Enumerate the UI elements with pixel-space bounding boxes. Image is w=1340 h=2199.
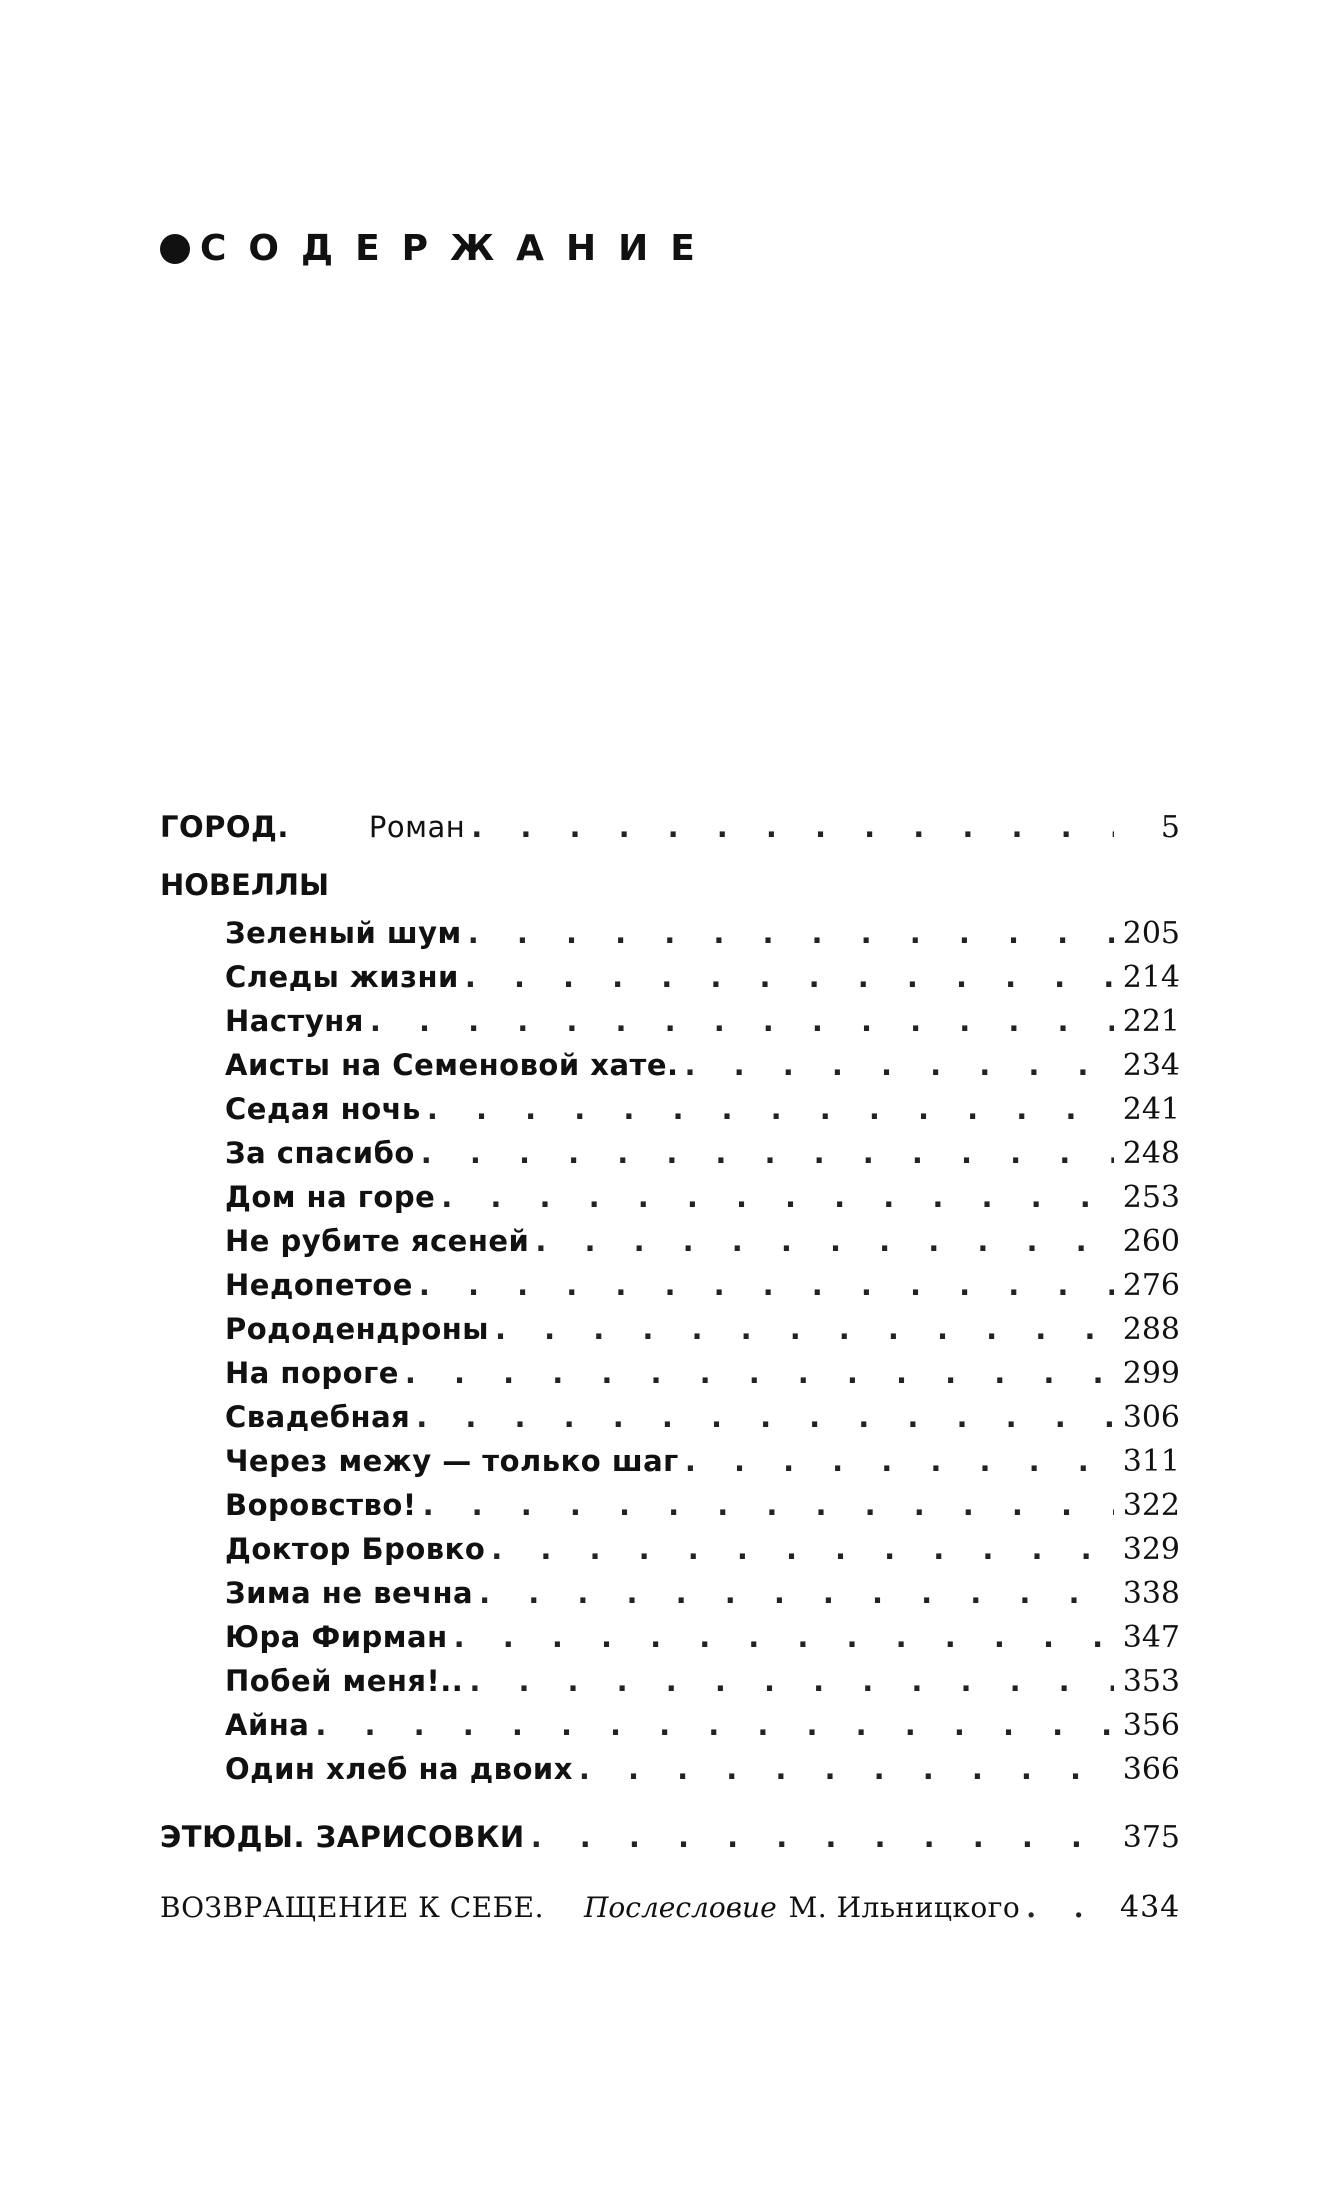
toc-entry[interactable] [225,916,1180,960]
page-number: 353 [1122,1664,1180,1699]
toc-entry[interactable] [225,1092,1180,1136]
page-number: 375 [1122,1820,1180,1855]
page-number: 434 [1120,1890,1181,1925]
leader-dots [685,1444,1114,1478]
page-number: 366 [1122,1752,1180,1787]
toc-entry[interactable] [225,1532,1180,1576]
novellas-list [160,916,1180,1796]
leader-dots [469,1664,1114,1698]
toc-entry[interactable] [225,1708,1180,1752]
page-number: 329 [1122,1532,1180,1567]
leader-dots [468,916,1114,950]
toc-entry[interactable] [225,960,1180,1004]
entry-title: Настуня [225,1004,364,1038]
entry-title: ЭТЮДЫ. ЗАРИСОВКИ [160,1820,525,1854]
toc-entry-etudes[interactable] [160,1820,1180,1864]
toc-entry[interactable] [225,1048,1180,1092]
toc-entry[interactable] [225,1752,1180,1796]
toc-entry[interactable] [225,1136,1180,1180]
leader-dots [579,1752,1114,1786]
entry-author: М. Ильницкого [788,1891,1021,1924]
page-number: 221 [1122,1004,1180,1039]
page-number: 214 [1122,960,1180,995]
toc-entry-novel[interactable] [160,810,1180,854]
leader-dots [441,1180,1114,1214]
entry-title: Аисты на Семеновой хате. [225,1048,679,1082]
entry-title: Дом на горе [225,1180,436,1214]
page-number: 322 [1122,1488,1180,1523]
toc-entry[interactable] [225,1488,1180,1532]
toc-entry[interactable] [225,1224,1180,1268]
bullet-icon [160,234,190,264]
page-number: 205 [1122,916,1180,951]
page-number: 276 [1122,1268,1180,1303]
leader-dots [531,1820,1114,1854]
leader-dots [315,1708,1114,1742]
entry-title: На пороге [225,1356,399,1390]
entry-title: Недопетое [225,1268,413,1302]
page-number: 248 [1122,1136,1180,1171]
leader-dots [1026,1891,1114,1924]
page-number: 356 [1122,1708,1180,1743]
leader-dots [465,960,1114,994]
entry-title: Побей меня!.. [225,1664,464,1698]
leader-dots [370,1004,1114,1038]
leader-dots [535,1224,1114,1258]
page-number: 347 [1122,1620,1180,1655]
page-number: 234 [1122,1048,1180,1083]
leader-dots [419,1268,1114,1302]
page-number: 299 [1122,1356,1180,1391]
table-of-contents [160,810,1180,1934]
page-number: 260 [1122,1224,1180,1259]
leader-dots [685,1048,1114,1082]
leader-dots [471,810,1114,844]
entry-title: Следы жизни [225,960,459,994]
page-number: 338 [1122,1576,1180,1611]
entry-title: За спасибо [225,1136,415,1170]
toc-entry[interactable] [225,1576,1180,1620]
page-number: 288 [1122,1312,1180,1347]
toc-entry[interactable] [225,1620,1180,1664]
toc-entry[interactable] [225,1268,1180,1312]
toc-entry[interactable] [225,1400,1180,1444]
leader-dots [427,1092,1114,1126]
entry-title: Седая ночь [225,1092,421,1126]
entry-title: Юра Фирман [225,1620,448,1654]
page-number: 311 [1122,1444,1180,1479]
contents-heading [160,228,717,269]
entry-title: Зима не вечна [225,1576,474,1610]
leader-dots [479,1576,1114,1610]
page-number: 253 [1122,1180,1180,1215]
section-heading-novellas: НОВЕЛЛЫ [160,868,330,902]
leader-dots [423,1488,1114,1522]
entry-title: ВОЗВРАЩЕНИЕ К СЕБЕ. [160,1891,545,1924]
toc-entry[interactable] [225,1664,1180,1708]
entry-title: Доктор Бровко [225,1532,486,1566]
entry-title: Один хлеб на двоих [225,1752,573,1786]
entry-title: Рододендроны [225,1312,490,1346]
toc-entry[interactable] [225,1444,1180,1488]
leader-dots [491,1532,1114,1566]
leader-dots [495,1312,1114,1346]
leader-dots [405,1356,1114,1390]
leader-dots [454,1620,1114,1654]
leader-dots [416,1400,1114,1434]
entry-title: Через межу — только шаг [225,1444,679,1478]
page-number: 5 [1160,810,1180,845]
leader-dots [421,1136,1114,1170]
entry-title: Воровство! [225,1488,417,1522]
page-number: 306 [1122,1400,1180,1435]
entry-subtitle: Роман [368,810,466,844]
toc-entry[interactable] [225,1312,1180,1356]
entry-title: ГОРОД. [160,810,289,844]
entry-title: Зеленый шум [225,916,462,950]
entry-subtitle: Послесловие [584,1891,777,1924]
toc-entry[interactable] [225,1180,1180,1224]
entry-title: Айна [225,1708,310,1742]
page-number: 241 [1122,1092,1180,1127]
toc-entry[interactable] [225,1004,1180,1048]
toc-entry[interactable] [225,1356,1180,1400]
heading-text: СОДЕРЖАНИЕ [200,228,717,269]
entry-title: Не рубите ясеней [225,1224,530,1258]
toc-entry-afterword[interactable] [160,1890,1180,1934]
entry-title: Свадебная [225,1400,411,1434]
